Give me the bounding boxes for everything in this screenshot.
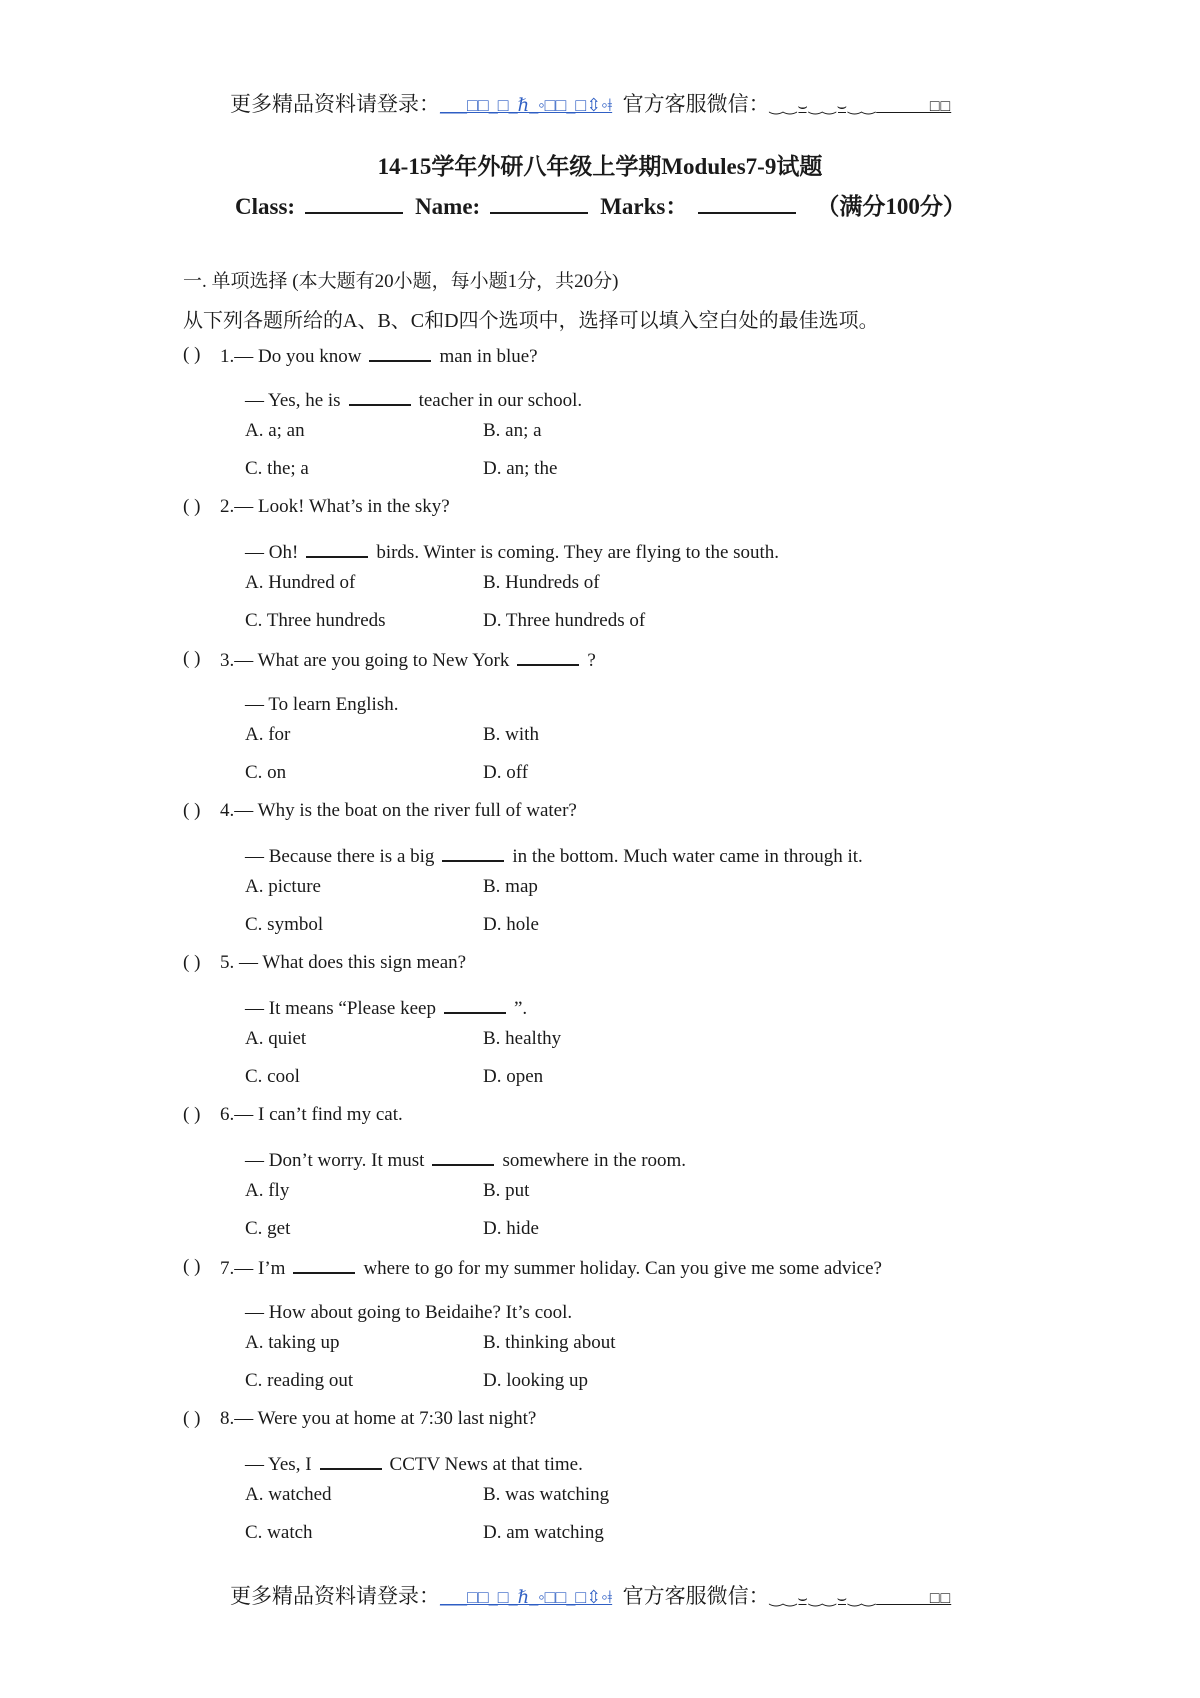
question-item [183,1256,1183,1408]
banner-link[interactable]: ___□□_□_ℏ_◦□□_□⇳◦ǂ [440,1587,613,1607]
question-line [183,648,1183,686]
option-d[interactable]: D. an; the [483,458,558,479]
option-a[interactable]: A. a; an [245,420,305,441]
option-c[interactable]: C. reading out [245,1370,354,1391]
full-marks-note: （满分100分） [816,194,966,219]
marks-label: Marks： [600,194,689,219]
question-text-post: ? [587,650,596,671]
section-title: 一. 单项选择 (本大题有20小题，每小题1分，共20分) [183,271,619,292]
question-line [183,952,1183,990]
option-b[interactable]: B. map [483,876,538,897]
options-row [183,1484,1183,1522]
banner-wechat-value: ‿‿⌣‿‿⌣‿‿______□□ [769,98,952,115]
banner-wechat-value: ‿‿⌣‿‿⌣‿‿______□□ [769,1590,952,1607]
option-c[interactable]: C. get [245,1218,291,1239]
question-item [183,952,1183,1104]
options-row [183,1180,1183,1218]
answer-paren[interactable]: ( ) [183,1408,201,1429]
option-a[interactable]: A. picture [245,876,321,897]
response-line [183,1142,1183,1180]
page-title: 14-15学年外研八年级上学期Modules7-9试题 [377,154,823,179]
answer-paren[interactable]: ( ) [183,496,201,517]
option-b[interactable]: B. thinking about [483,1332,616,1353]
options-row [183,1332,1183,1370]
name-blank [490,192,588,214]
option-d[interactable]: D. hole [483,914,539,935]
response-line [183,1294,1183,1332]
option-d[interactable]: D. Three hundreds of [483,610,646,631]
options-row [183,762,1183,800]
response-line [183,838,1183,876]
option-a[interactable]: A. taking up [245,1332,340,1353]
response-blank [320,1452,382,1470]
answer-paren[interactable]: ( ) [183,1256,201,1277]
response-text-pre: — Yes, I [245,1454,312,1475]
answer-paren[interactable]: ( ) [183,648,201,669]
question-text-pre: 2.— Look! What’s in the sky? [220,496,450,517]
question-text [220,952,466,974]
response-blank [444,996,506,1014]
option-a[interactable]: A. quiet [245,1028,307,1049]
question-text [220,1408,536,1430]
option-d[interactable]: D. am watching [483,1522,604,1543]
option-d[interactable]: D. looking up [483,1370,589,1391]
answer-paren[interactable]: ( ) [183,952,201,973]
class-blank [305,192,403,214]
question-line [183,496,1183,534]
question-blank [517,648,579,666]
response-text-pre: — It means “Please keep [245,998,436,1019]
question-text [220,1256,882,1280]
question-blank [369,344,431,362]
option-c[interactable]: C. watch [245,1522,313,1543]
option-c[interactable]: C. the; a [245,458,309,479]
response-text-post: birds. Winter is coming. They are flying to the south. [376,542,780,563]
option-a[interactable]: A. Hundred of [245,572,356,593]
option-b[interactable]: B. was watching [483,1484,610,1505]
options-row [183,876,1183,914]
question-line [183,800,1183,838]
banner-wechat-label: 官方客服微信： [622,1584,770,1608]
option-c[interactable]: C. cool [245,1066,300,1087]
marks-blank [698,192,796,214]
question-item [183,1104,1183,1256]
response-text-pre: — Because there is a big [245,846,435,867]
response-text-post: teacher in our school. [418,390,583,411]
response-blank [349,388,411,406]
response-text-post: CCTV News at that time. [389,1454,583,1475]
question-text [220,1104,403,1126]
options-row [183,420,1183,458]
class-label: Class: [235,194,296,219]
question-text-pre: 7.— I’m [220,1258,286,1279]
options-row [183,1028,1183,1066]
option-b[interactable]: B. an; a [483,420,542,441]
answer-paren[interactable]: ( ) [183,800,201,821]
answer-paren[interactable]: ( ) [183,344,201,365]
option-a[interactable]: A. for [245,724,291,745]
question-line [183,1104,1183,1142]
response-blank [306,540,368,558]
response-line [183,382,1183,420]
question-blank [293,1256,355,1274]
question-item [183,1408,1183,1560]
question-text-post: man in blue? [439,346,538,367]
options-row [183,1522,1183,1560]
question-text-pre: 1.— Do you know [220,346,362,367]
option-a[interactable]: A. watched [245,1484,332,1505]
response-line [183,990,1183,1028]
response-text-pre: — Oh! [245,542,299,563]
question-text [220,344,538,368]
question-text-post: where to go for my summer holiday. Can you give me some advice? [363,1258,882,1279]
question-line [183,344,1183,382]
response-text-pre: — To learn English. [245,694,399,715]
question-text-pre: 6.— I can’t find my cat. [220,1104,403,1125]
option-b[interactable]: B. put [483,1180,530,1201]
option-a[interactable]: A. fly [245,1180,290,1201]
footer-banner [230,1580,951,1610]
option-d[interactable]: D. off [483,762,529,783]
question-text-pre: 5. — What does this sign mean? [220,952,467,973]
options-row [183,458,1183,496]
student-info-line [235,188,966,221]
options-row [183,1066,1183,1104]
question-item [183,648,1183,800]
response-blank [442,844,504,862]
header-banner [230,88,951,118]
question-text [220,496,450,518]
option-d[interactable]: D. hide [483,1218,539,1239]
options-row [183,724,1183,762]
options-row [183,1218,1183,1256]
question-item [183,496,1183,648]
banner-prefix: 更多精品资料请登录： [230,92,440,116]
section-instruction: 从下列各题所给的A、B、C和D四个选项中，选择可以填入空白处的最佳选项。 [183,310,879,332]
response-text-post: ”. [513,998,528,1019]
question-item [183,800,1183,952]
option-b[interactable]: B. with [483,724,539,745]
banner-wechat-label: 官方客服微信： [622,92,770,116]
response-blank [432,1148,494,1166]
response-text-post: somewhere in the room. [502,1150,687,1171]
options-row [183,914,1183,952]
response-text-pre: — Don’t worry. It must [245,1150,425,1171]
question-text [220,648,596,672]
option-b[interactable]: B. Hundreds of [483,572,600,593]
option-c[interactable]: C. symbol [245,914,324,935]
banner-prefix: 更多精品资料请登录： [230,1584,440,1608]
question-line [183,1408,1183,1446]
response-line [183,534,1183,572]
question-line [183,1256,1183,1294]
banner-link[interactable]: ___□□_□_ℏ_◦□□_□⇳◦ǂ [440,95,613,115]
options-row [183,572,1183,610]
response-line [183,686,1183,724]
question-text-pre: 3.— What are you going to New York [220,650,510,671]
question-text [220,800,577,822]
option-c[interactable]: C. on [245,762,287,783]
question-item [183,344,1183,496]
answer-paren[interactable]: ( ) [183,1104,201,1125]
option-b[interactable]: B. healthy [483,1028,562,1049]
option-d[interactable]: D. open [483,1066,544,1087]
options-row [183,1370,1183,1408]
response-text-pre: — Yes, he is [245,390,341,411]
options-row [183,610,1183,648]
option-c[interactable]: C. Three hundreds [245,610,386,631]
question-text-pre: 4.— Why is the boat on the river full of water? [220,800,577,821]
response-line [183,1446,1183,1484]
name-label: Name: [415,194,481,219]
response-text-post: in the bottom. Much water came in through it. [512,846,863,867]
response-text-pre: — How about going to Beidaihe? It’s cool. [245,1302,573,1323]
question-text-pre: 8.— Were you at home at 7:30 last night? [220,1408,537,1429]
